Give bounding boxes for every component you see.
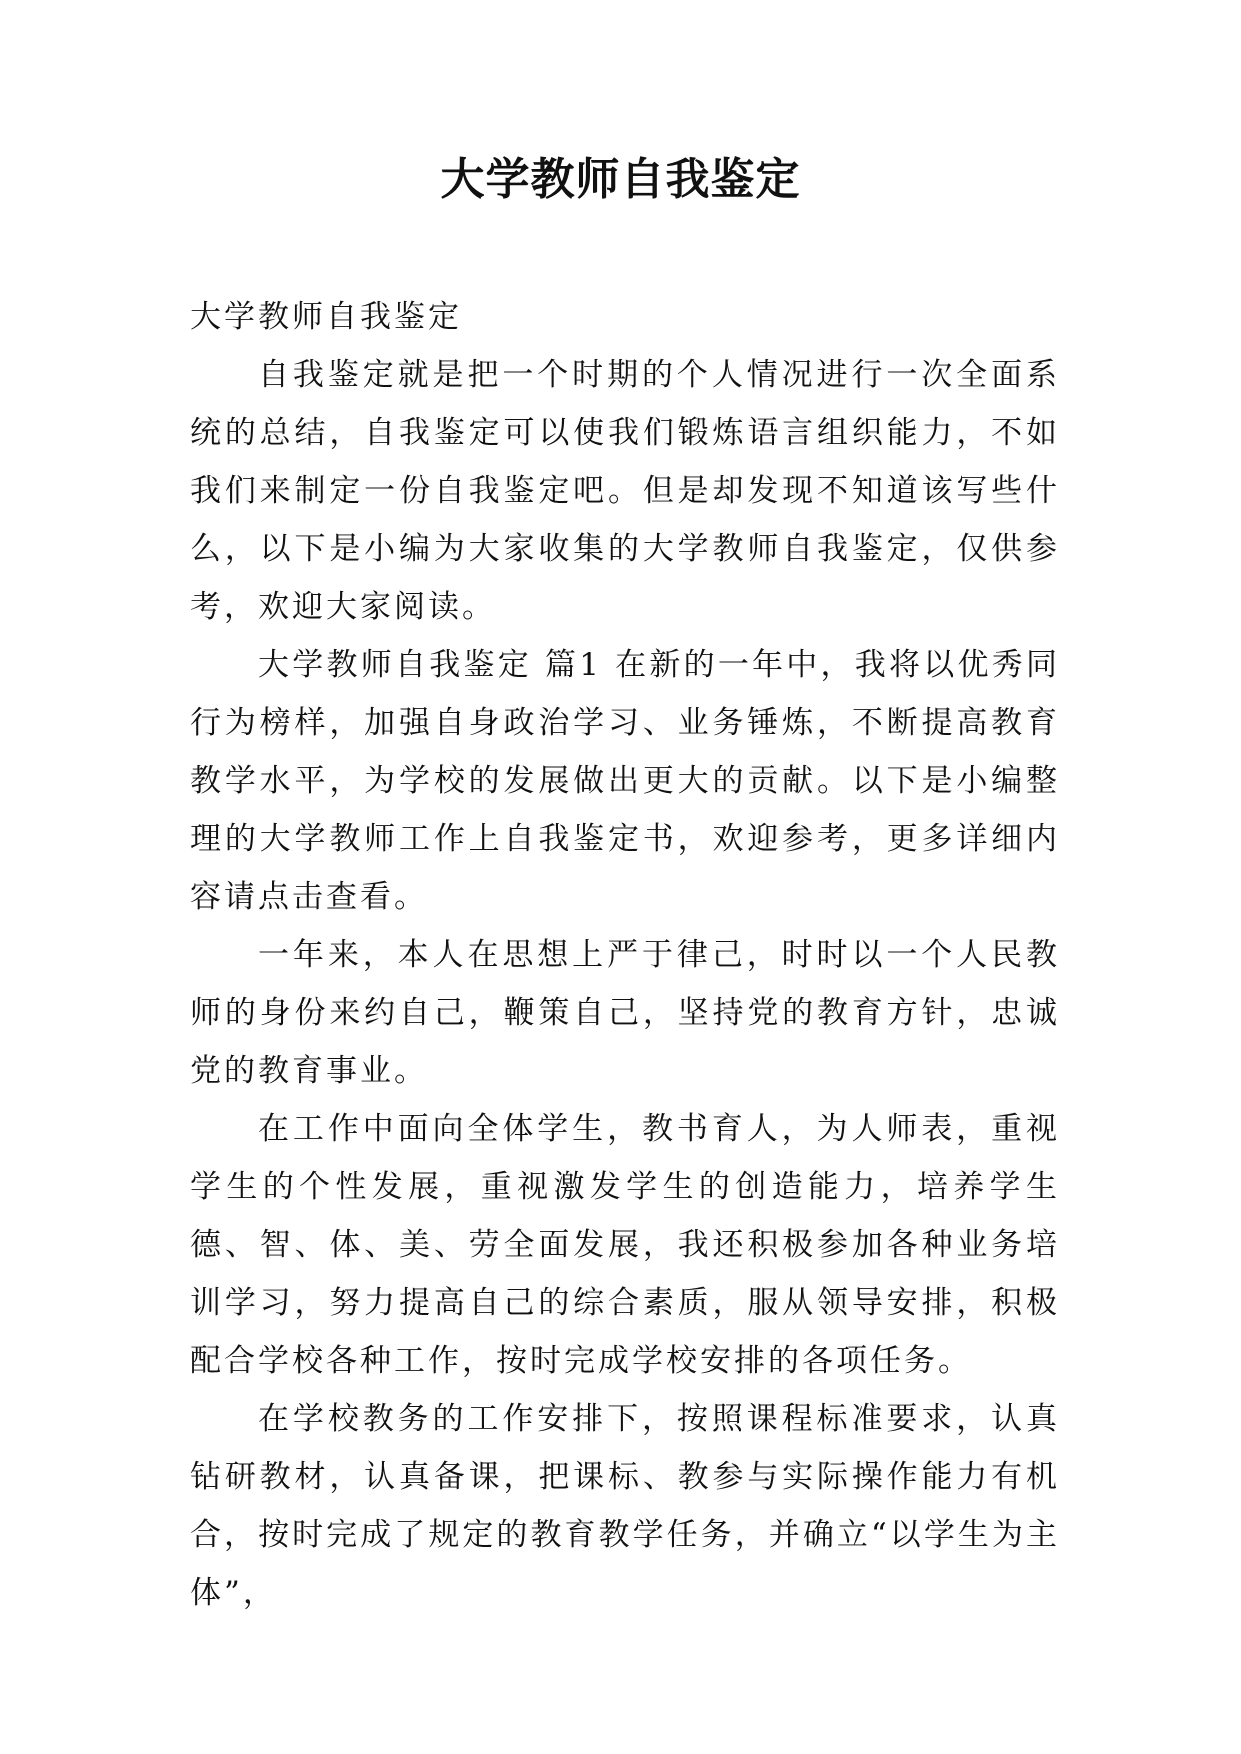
intro-paragraph: 自我鉴定就是把一个时期的个人情况进行一次全面系统的总结，自我鉴定可以使我们锻炼语言组织能力，不如我们来制定一份自我鉴定吧。但是却发现不知道该写些什么，以下是小编为大家收集的大学教师自我鉴定，仅供参考，欢迎大家阅读。 bbox=[190, 357, 1060, 625]
body-paragraph: 在学校教务的工作安排下，按照课程标准要求，认真钻研教材，认真备课，把课标、教参与实际操作能力有机合，按时完成了规定的教育教学任务，并确立“以学生为主体”， bbox=[190, 1401, 1060, 1611]
document-title: 大学教师自我鉴定 bbox=[440, 154, 801, 205]
document-body bbox=[190, 288, 1060, 1622]
body-paragraph: 一年来，本人在思想上严于律己，时时以一个人民教师的身份来约自己，鞭策自己，坚持党的教育方针，忠诚党的教育事业。 bbox=[190, 937, 1060, 1089]
body-paragraph: 在工作中面向全体学生，教书育人，为人师表，重视学生的个性发展，重视激发学生的创造能力，培养学生德、智、体、美、劳全面发展，我还积极参加各种业务培训学习，努力提高自己的综合素质，服从领导安排，积极配合学校各种工作，按时完成学校安排的各项任务。 bbox=[190, 1111, 1060, 1379]
section-1-paragraph: 大学教师自我鉴定 篇1 在新的一年中，我将以优秀同行为榜样，加强自身政治学习、业务锤炼，不断提高教育教学水平，为学校的发展做出更大的贡献。以下是小编整理的大学教师工作上自我鉴定书，欢迎参考，更多详细内容请点击查看。 bbox=[190, 647, 1060, 915]
subtitle-paragraph: 大学教师自我鉴定 bbox=[190, 299, 462, 335]
